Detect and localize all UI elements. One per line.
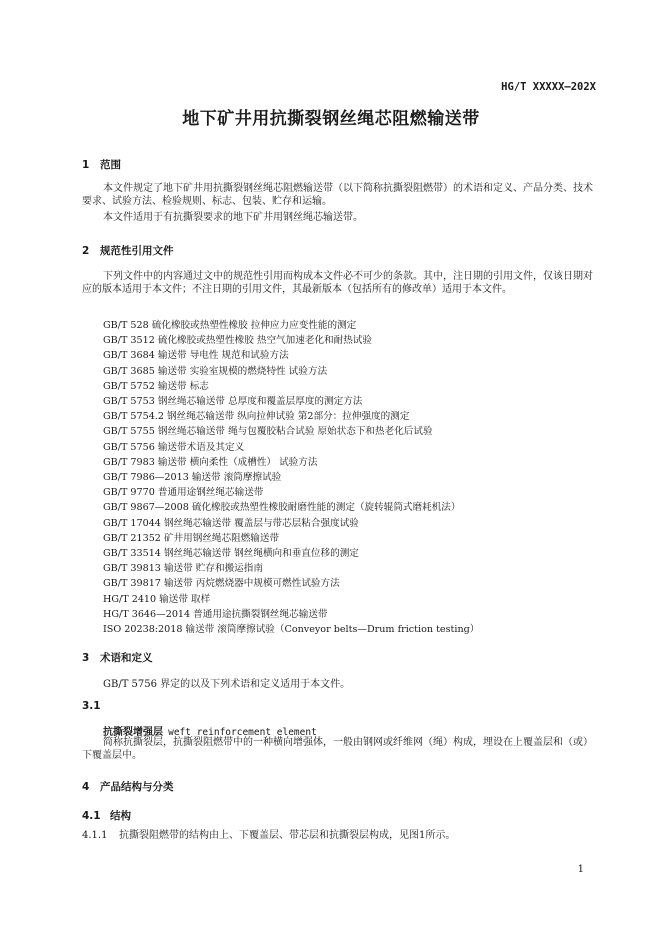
term-definition: 简称抗撕裂层，抗撕裂阻燃带中的一种横向增强体，一般由钢网或纤维网（绳）构成，埋设在上覆盖层和（或）下覆盖层中。 bbox=[82, 737, 593, 761]
reference-item: ISO 20238:2018 输送带 滚筒摩擦试验（Conveyor belts—Drum friction testing） bbox=[103, 624, 480, 636]
section-number: 2 bbox=[82, 245, 90, 257]
section-3-heading bbox=[82, 650, 153, 665]
section-4-heading bbox=[82, 779, 174, 794]
reference-list bbox=[103, 318, 479, 637]
clause-number: 4.1.1 bbox=[82, 830, 108, 841]
reference-item: GB/T 3512 硫化橡胶或热塑性橡胶 热空气加速老化和耐热试验 bbox=[103, 335, 372, 347]
reference-item: GB/T 5754.2 钢丝绳芯输送带 纵向拉伸试验 第2部分：拉伸强度的测定 bbox=[103, 411, 410, 423]
section-number: 3 bbox=[82, 652, 90, 664]
terms-intro: GB/T 5756 界定的以及下列术语和定义适用于本文件。 bbox=[103, 679, 351, 690]
section-title: 范围 bbox=[100, 159, 121, 171]
section-title: 产品结构与分类 bbox=[100, 781, 174, 793]
term-number: 3.1 bbox=[82, 700, 101, 712]
reference-item: GB/T 3684 输送带 导电性 规范和试验方法 bbox=[103, 350, 289, 362]
document-title: 地下矿井用抗撕裂钢丝绳芯阻燃输送带 bbox=[182, 109, 480, 129]
reference-item: GB/T 5755 钢丝绳芯输送带 绳与包覆胶粘合试验 原始状态下和热老化后试验 bbox=[103, 426, 433, 438]
section-title: 术语和定义 bbox=[100, 652, 153, 664]
subsection-number: 4.1 bbox=[82, 810, 101, 822]
scope-paragraph-2: 本文件适用于有抗撕裂要求的地下矿井用钢丝绳芯输送带。 bbox=[103, 212, 363, 223]
references-intro: 下列文件中的内容通过文中的规范性引用而构成本文件必不可少的条款。其中，注日期的引用文件，仅该日期对应的版本适用于本文件；不注日期的引用文件，其最新版本（包括所有的修改单）适用于本文件。 bbox=[82, 271, 593, 295]
scope-paragraph-1: 本文件规定了地下矿井用抗撕裂钢丝绳芯阻燃输送带（以下简称抗撕裂阻燃带）的术语和定义、产品分类、技术要求、试验方法、检验规则、标志、包装、贮存和运输。 bbox=[82, 183, 593, 207]
term-chinese: 抗撕裂增强层 bbox=[103, 727, 163, 738]
reference-item: GB/T 7983 输送带 横向柔性（成槽性） 试验方法 bbox=[103, 456, 318, 468]
subsection-title: 结构 bbox=[110, 810, 131, 822]
reference-item: GB/T 21352 矿井用钢丝绳芯阻燃输送带 bbox=[103, 532, 280, 544]
reference-item: GB/T 7986—2013 输送带 滚筒摩擦试验 bbox=[103, 472, 282, 484]
section-1-heading bbox=[82, 157, 121, 172]
page-number: 1 bbox=[577, 864, 584, 875]
subsection-4-1-heading bbox=[82, 808, 131, 823]
section-title: 规范性引用文件 bbox=[100, 245, 174, 257]
standard-number: HG/T XXXXX—202X bbox=[501, 81, 596, 93]
reference-item: GB/T 3685 输送带 实验室规模的燃烧特性 试验方法 bbox=[103, 365, 328, 377]
reference-item: GB/T 5753 钢丝绳芯输送带 总厚度和覆盖层厚度的测定方法 bbox=[103, 396, 363, 408]
clause-4-1-1 bbox=[82, 829, 455, 842]
reference-item: GB/T 39813 输送带 贮存和搬运指南 bbox=[103, 563, 263, 575]
reference-item: GB/T 5756 输送带术语及其定义 bbox=[103, 441, 245, 453]
section-number: 1 bbox=[82, 159, 90, 171]
reference-item: GB/T 33514 钢丝绳芯输送带 钢丝绳横向和垂直位移的测定 bbox=[103, 548, 359, 560]
reference-item: GB/T 17044 钢丝绳芯输送带 覆盖层与带芯层粘合强度试验 bbox=[103, 517, 359, 529]
term-english: weft reinforcement element bbox=[168, 727, 317, 738]
clause-text: 抗撕裂阻燃带的结构由上、下覆盖层、带芯层和抗撕裂层构成，见图1所示。 bbox=[119, 830, 456, 841]
reference-item: GB/T 528 硫化橡胶或热塑性橡胶 拉伸应力应变性能的测定 bbox=[103, 320, 357, 331]
section-number: 4 bbox=[82, 781, 90, 793]
reference-item: GB/T 39817 输送带 丙烷燃烧器中规模可燃性试验方法 bbox=[103, 578, 340, 590]
reference-item: GB/T 9867—2008 硫化橡胶或热塑性橡胶耐磨性能的测定（旋转辊筒式磨耗机法） bbox=[103, 502, 461, 514]
reference-item: HG/T 2410 输送带 取样 bbox=[103, 593, 211, 605]
section-2-heading bbox=[82, 243, 174, 258]
reference-item: HG/T 3646—2014 普通用途抗撕裂钢丝绳芯输送带 bbox=[103, 608, 328, 620]
reference-item: GB/T 9770 普通用途钢丝绳芯输送带 bbox=[103, 487, 264, 499]
reference-item: GB/T 5752 输送带 标志 bbox=[103, 380, 209, 392]
